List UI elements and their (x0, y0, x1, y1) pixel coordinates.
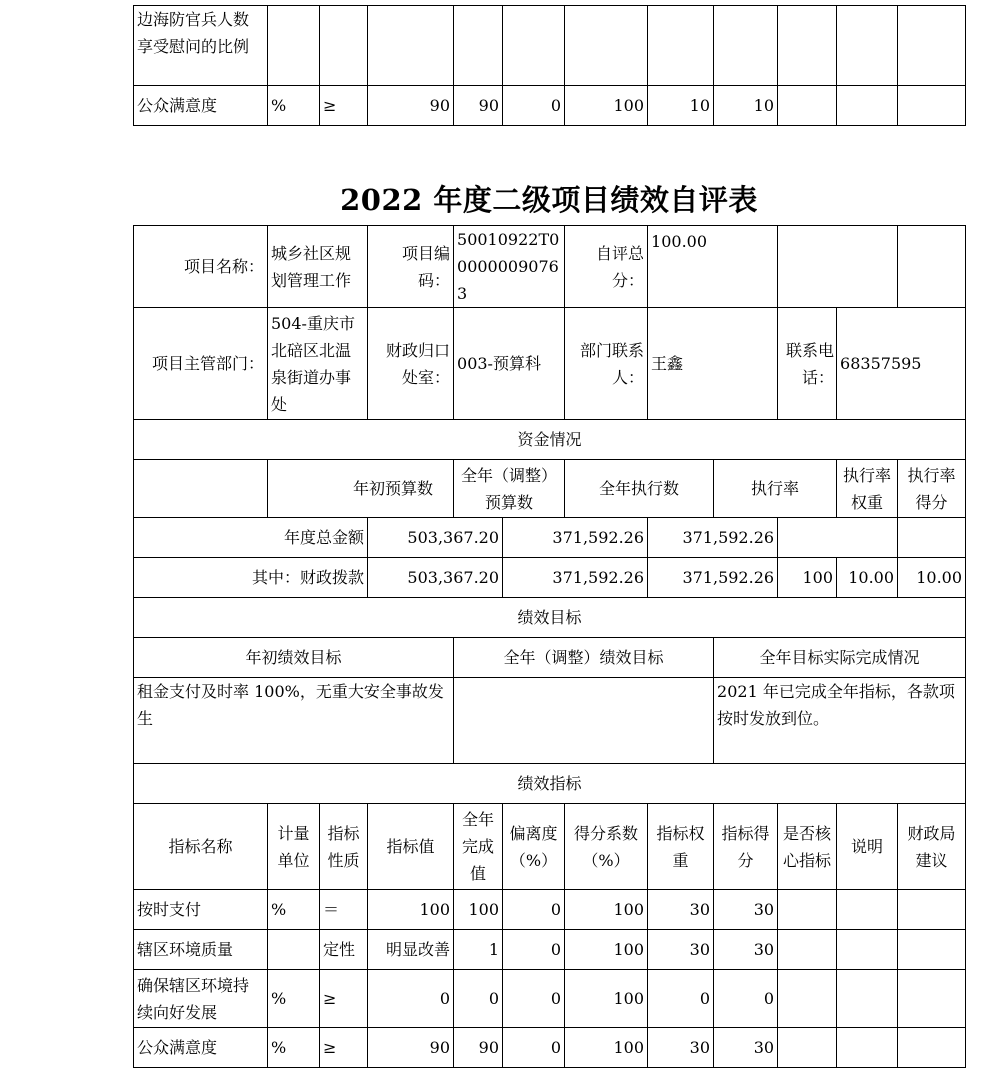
indicator-name: 边海防官兵人数享受慰问的比例 (134, 6, 268, 86)
funds-weight: 10.00 (837, 558, 898, 598)
indicator-unit: % (268, 1028, 320, 1068)
project-name-row (134, 226, 966, 308)
funds-score: 10.00 (898, 558, 966, 598)
indicator-weight: 30 (648, 890, 714, 930)
ind-header-core: 是否核心指标 (778, 804, 837, 890)
goals-initial: 租金支付及时率 100%，无重大安全事故发生 (134, 678, 454, 764)
indicator-note (837, 86, 898, 126)
indicator-coef: 100 (565, 1028, 648, 1068)
indicator-name: 公众满意度 (134, 86, 268, 126)
indicator-score: 10 (714, 86, 778, 126)
indicator-score (714, 6, 778, 86)
blank-cell (898, 226, 966, 308)
contact-label: 部门联系人： (565, 308, 648, 420)
indicator-target: 100 (368, 890, 454, 930)
table-row (134, 558, 966, 598)
blank-cell (778, 226, 898, 308)
finance: 003-预算科 (454, 308, 565, 420)
indicator-deviation: 0 (503, 930, 565, 970)
finance-label: 财政归口处室： (368, 308, 454, 420)
indicator-coef: 100 (565, 890, 648, 930)
indicator-target: 0 (368, 970, 454, 1028)
indicator-type (320, 6, 368, 86)
indicator-note (837, 6, 898, 86)
page-title: 2022 年度二级项目绩效自评表 (340, 183, 758, 217)
dept-label: 项目主管部门： (134, 308, 268, 420)
indicator-actual (454, 6, 503, 86)
funds-rate (778, 518, 898, 558)
ind-header-coef: 得分系数（%） (565, 804, 648, 890)
project-name-label: 项目名称： (134, 226, 268, 308)
indicator-coef: 100 (565, 86, 648, 126)
indicator-advice (898, 6, 966, 86)
table-row (134, 1028, 966, 1068)
funds-adjusted: 371,592.26 (503, 518, 648, 558)
indicator-target: 明显改善 (368, 930, 454, 970)
goals-content-row (134, 678, 966, 764)
funds-header-rate: 执行率 (714, 460, 837, 518)
project-code-label: 项目编码： (368, 226, 454, 308)
indicator-deviation: 0 (503, 890, 565, 930)
self-score: 100.00 (648, 226, 778, 308)
ind-header-deviation: 偏离度（%） (503, 804, 565, 890)
indicator-advice (898, 970, 966, 1028)
indicator-actual: 90 (454, 86, 503, 126)
indicator-deviation (503, 6, 565, 86)
ind-header-target: 指标值 (368, 804, 454, 890)
indicator-advice (898, 1028, 966, 1068)
table-row (134, 970, 966, 1028)
indicator-unit: % (268, 86, 320, 126)
self-score-label: 自评总分： (565, 226, 648, 308)
indicator-score: 30 (714, 1028, 778, 1068)
indicator-type: ≥ (320, 970, 368, 1028)
table-row (134, 930, 966, 970)
dept: 504-重庆市北碚区北温泉街道办事处 (268, 308, 368, 420)
indicator-weight: 10 (648, 86, 714, 126)
funds-initial: 503,367.20 (368, 558, 503, 598)
indicator-actual: 100 (454, 890, 503, 930)
goals-section-title: 绩效目标 (134, 598, 966, 638)
indicator-actual: 90 (454, 1028, 503, 1068)
table-row (134, 890, 966, 930)
indicator-note (837, 930, 898, 970)
funds-header-row (134, 460, 966, 518)
project-code: 50010922T000000090763 (454, 226, 565, 308)
funds-header-weight: 执行率权重 (837, 460, 898, 518)
indicator-unit: % (268, 890, 320, 930)
indicator-score: 30 (714, 890, 778, 930)
funds-initial: 503,367.20 (368, 518, 503, 558)
section-header (134, 598, 966, 638)
indicator-weight (648, 6, 714, 86)
goals-header-initial: 年初绩效目标 (134, 638, 454, 678)
phone-label: 联系电话： (778, 308, 837, 420)
indicator-unit (268, 6, 320, 86)
indicator-target: 90 (368, 86, 454, 126)
funds-section-title: 资金情况 (134, 420, 966, 460)
indicator-coef (565, 6, 648, 86)
indicator-target (368, 6, 454, 86)
indicator-core (778, 970, 837, 1028)
indicator-note (837, 970, 898, 1028)
funds-rate: 100 (778, 558, 837, 598)
funds-header-score: 执行率得分 (898, 460, 966, 518)
contact: 王鑫 (648, 308, 778, 420)
indicator-target: 90 (368, 1028, 454, 1068)
indicator-actual: 1 (454, 930, 503, 970)
funds-adjusted: 371,592.26 (503, 558, 648, 598)
indicator-weight: 30 (648, 930, 714, 970)
funds-weight (898, 518, 966, 558)
goals-actual: 2021 年已完成全年指标，各款项按时发放到位。 (714, 678, 966, 764)
table-row (134, 518, 966, 558)
ind-header-note: 说明 (837, 804, 898, 890)
indicator-core (778, 6, 837, 86)
indicator-core (778, 890, 837, 930)
goals-header-row (134, 638, 966, 678)
ind-header-name: 指标名称 (134, 804, 268, 890)
indicator-score: 0 (714, 970, 778, 1028)
section-header (134, 764, 966, 804)
indicator-type: 定性 (320, 930, 368, 970)
indicator-unit: % (268, 970, 320, 1028)
funds-executed: 371,592.26 (648, 558, 778, 598)
indicator-note (837, 890, 898, 930)
funds-row-label: 年度总金额 (134, 518, 368, 558)
ind-header-advice: 财政局建议 (898, 804, 966, 890)
indicator-name: 确保辖区环境持续向好发展 (134, 970, 268, 1028)
table-row (134, 6, 966, 86)
goals-adjusted (454, 678, 714, 764)
indicator-core (778, 930, 837, 970)
funds-row-label: 其中：财政拨款 (134, 558, 368, 598)
indicator-weight: 30 (648, 1028, 714, 1068)
project-name: 城乡社区规划管理工作 (268, 226, 368, 308)
goals-header-actual: 全年目标实际完成情况 (714, 638, 966, 678)
indicator-deviation: 0 (503, 86, 565, 126)
indicator-score: 30 (714, 930, 778, 970)
indicator-type: ≥ (320, 1028, 368, 1068)
goals-header-adjusted: 全年（调整）绩效目标 (454, 638, 714, 678)
table-row (134, 86, 966, 126)
department-row (134, 308, 966, 420)
indicator-coef: 100 (565, 970, 648, 1028)
ind-header-score: 指标得分 (714, 804, 778, 890)
previous-indicator-table (133, 5, 966, 126)
indicator-name: 公众满意度 (134, 1028, 268, 1068)
performance-table (133, 225, 966, 1068)
indicator-weight: 0 (648, 970, 714, 1028)
indicator-deviation: 0 (503, 1028, 565, 1068)
blank-cell (134, 460, 268, 518)
indicator-advice (898, 890, 966, 930)
indicators-header-row (134, 804, 966, 890)
ind-header-actual: 全年完成值 (454, 804, 503, 890)
indicator-name: 按时支付 (134, 890, 268, 930)
ind-header-weight: 指标权重 (648, 804, 714, 890)
ind-header-unit: 计量单位 (268, 804, 320, 890)
indicator-advice (898, 86, 966, 126)
indicator-type: ≥ (320, 86, 368, 126)
funds-header-adjusted: 全年（调整）预算数 (454, 460, 565, 518)
funds-header-executed: 全年执行数 (565, 460, 714, 518)
indicator-coef: 100 (565, 930, 648, 970)
funds-header-initial: 年初预算数 (268, 460, 454, 518)
phone: 68357595 (837, 308, 966, 420)
section-header (134, 420, 966, 460)
funds-executed: 371,592.26 (648, 518, 778, 558)
indicator-type: ＝ (320, 890, 368, 930)
indicators-section-title: 绩效指标 (134, 764, 966, 804)
indicator-advice (898, 930, 966, 970)
ind-header-type: 指标性质 (320, 804, 368, 890)
indicator-note (837, 1028, 898, 1068)
indicator-deviation: 0 (503, 970, 565, 1028)
indicator-unit (268, 930, 320, 970)
indicator-actual: 0 (454, 970, 503, 1028)
indicator-name: 辖区环境质量 (134, 930, 268, 970)
indicator-core (778, 86, 837, 126)
indicator-core (778, 1028, 837, 1068)
